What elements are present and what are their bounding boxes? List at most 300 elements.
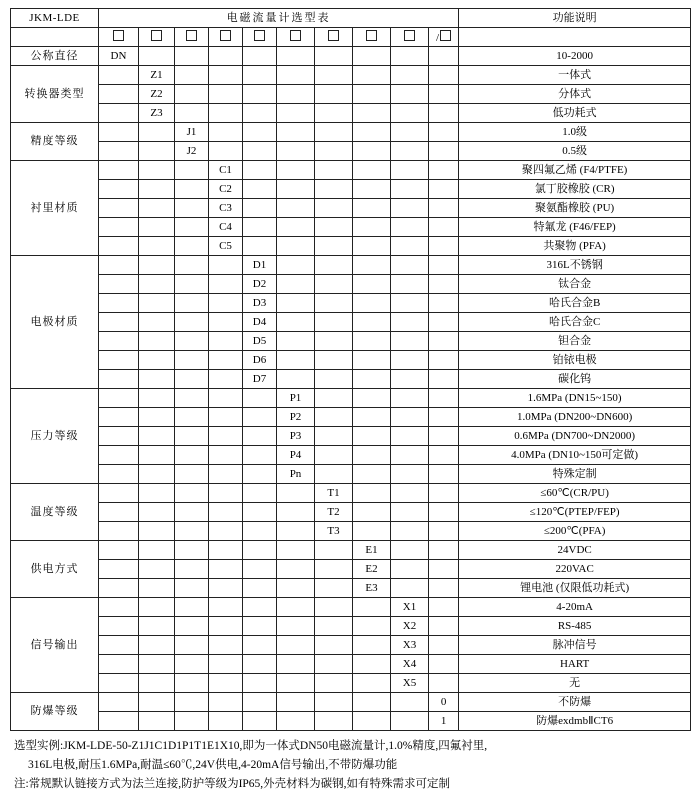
option-desc-cell: 聚氨酯橡胶 (PU) <box>459 199 691 218</box>
option-code-cell[interactable]: D6 <box>243 351 277 370</box>
spacer-cell <box>243 237 277 256</box>
option-desc-cell: RS-485 <box>459 617 691 636</box>
option-code-cell[interactable]: P3 <box>277 427 315 446</box>
spacer-cell <box>391 332 429 351</box>
row-label-6: 压力等级 <box>11 389 99 484</box>
option-code-cell[interactable]: D3 <box>243 294 277 313</box>
spacer-cell <box>175 465 209 484</box>
spacer-cell <box>353 161 391 180</box>
spacer-cell <box>209 541 243 560</box>
spacer-cell <box>353 598 391 617</box>
selection-checkbox-cell[interactable] <box>209 28 243 47</box>
spacer-cell <box>243 104 277 123</box>
spacer-cell <box>139 161 175 180</box>
model-blank-cell <box>11 28 99 47</box>
checkbox-icon[interactable] <box>290 30 301 41</box>
spacer-cell <box>315 579 353 598</box>
spacer-cell <box>175 579 209 598</box>
spacer-cell <box>139 218 175 237</box>
spacer-cell <box>99 161 139 180</box>
spacer-cell <box>139 370 175 389</box>
spacer-cell <box>243 218 277 237</box>
spacer-cell <box>277 579 315 598</box>
spacer-cell <box>315 256 353 275</box>
option-code-cell[interactable]: 1 <box>429 712 459 731</box>
spacer-cell <box>315 351 353 370</box>
option-code-cell[interactable]: Z3 <box>139 104 175 123</box>
spacer-cell <box>209 522 243 541</box>
option-desc-cell: 分体式 <box>459 85 691 104</box>
spacer-cell <box>429 617 459 636</box>
spacer-cell <box>315 693 353 712</box>
spacer-cell <box>209 655 243 674</box>
spacer-cell <box>429 104 459 123</box>
spacer-cell <box>139 427 175 446</box>
spacer-cell <box>315 636 353 655</box>
table-row <box>11 674 691 693</box>
table-header-row <box>11 9 691 28</box>
spacer-cell <box>139 617 175 636</box>
table-row <box>11 161 691 180</box>
checkbox-icon[interactable] <box>151 30 162 41</box>
selection-checkbox-cell[interactable] <box>391 28 429 47</box>
spacer-cell <box>429 503 459 522</box>
table-row <box>11 313 691 332</box>
spacer-cell <box>391 256 429 275</box>
spacer-cell <box>429 427 459 446</box>
table-row <box>11 218 691 237</box>
spacer-cell <box>277 655 315 674</box>
option-desc-cell: 碳化钨 <box>459 370 691 389</box>
model-code-cell: JKM-LDE <box>11 9 99 28</box>
table-row <box>11 389 691 408</box>
spacer-cell <box>175 275 209 294</box>
spacer-cell <box>429 123 459 142</box>
option-desc-cell: 特氟龙 (F46/FEP) <box>459 218 691 237</box>
checkbox-icon[interactable] <box>404 30 415 41</box>
selection-checkbox-cell[interactable] <box>243 28 277 47</box>
option-code-cell[interactable]: T3 <box>315 522 353 541</box>
option-code-cell[interactable]: P2 <box>277 408 315 427</box>
option-code-cell[interactable]: D2 <box>243 275 277 294</box>
option-desc-cell: 聚四氟乙烯 (F4/PTFE) <box>459 161 691 180</box>
spacer-cell <box>429 161 459 180</box>
option-desc-cell: 共聚物 (PFA) <box>459 237 691 256</box>
spacer-cell <box>353 351 391 370</box>
spacer-cell <box>277 712 315 731</box>
spacer-cell <box>243 484 277 503</box>
spacer-cell <box>353 636 391 655</box>
option-code-cell[interactable]: Z1 <box>139 66 175 85</box>
spacer-cell <box>315 465 353 484</box>
spacer-cell <box>277 294 315 313</box>
spacer-cell <box>209 142 243 161</box>
spacer-cell <box>353 484 391 503</box>
spacer-cell <box>277 66 315 85</box>
spacer-cell <box>209 370 243 389</box>
option-code-cell[interactable]: D5 <box>243 332 277 351</box>
spacer-cell <box>391 237 429 256</box>
option-desc-cell: 1.0MPa (DN200~DN600) <box>459 408 691 427</box>
spacer-cell <box>315 123 353 142</box>
slash-checkbox-cell[interactable] <box>429 28 459 47</box>
spacer-cell <box>277 503 315 522</box>
spacer-cell <box>429 579 459 598</box>
option-code-cell[interactable]: X4 <box>391 655 429 674</box>
spacer-cell <box>315 180 353 199</box>
spacer-cell <box>353 47 391 66</box>
table-row <box>11 408 691 427</box>
spacer-cell <box>243 522 277 541</box>
spacer-cell <box>277 161 315 180</box>
note-example-line2: 316L电极,耐压1.6MPa,耐温≤60℃,24V供电,4-20mA信号输出,不带防爆功能 <box>28 758 398 771</box>
spacer-cell <box>315 104 353 123</box>
spacer-cell <box>353 332 391 351</box>
spacer-cell <box>243 579 277 598</box>
spacer-cell <box>353 275 391 294</box>
checkbox-icon[interactable] <box>186 30 197 41</box>
option-code-cell[interactable]: X3 <box>391 636 429 655</box>
spacer-cell <box>391 123 429 142</box>
option-desc-cell: 特殊定制 <box>459 465 691 484</box>
spacer-cell <box>429 446 459 465</box>
spacer-cell <box>209 712 243 731</box>
spacer-cell <box>139 674 175 693</box>
option-code-cell[interactable]: C1 <box>209 161 243 180</box>
spacer-cell <box>315 541 353 560</box>
spacer-cell <box>277 199 315 218</box>
spacer-cell <box>391 446 429 465</box>
spacer-cell <box>353 389 391 408</box>
option-desc-cell: 0.6MPa (DN700~DN2000) <box>459 427 691 446</box>
option-code-cell[interactable]: DN <box>99 47 139 66</box>
spacer-cell <box>99 275 139 294</box>
spacer-cell <box>243 636 277 655</box>
option-code-cell[interactable]: X5 <box>391 674 429 693</box>
spacer-cell <box>99 237 139 256</box>
spacer-cell <box>99 313 139 332</box>
spacer-cell <box>139 522 175 541</box>
spacer-cell <box>209 389 243 408</box>
option-code-cell[interactable]: C2 <box>209 180 243 199</box>
checkbox-icon[interactable] <box>366 30 377 41</box>
spacer-cell <box>139 655 175 674</box>
table-row <box>11 598 691 617</box>
selection-table <box>10 8 691 731</box>
row-label-5: 电极材质 <box>11 256 99 389</box>
spacer-cell <box>277 237 315 256</box>
option-desc-cell: 4.0MPa (DN10~150可定做) <box>459 446 691 465</box>
row-label-3: 精度等级 <box>11 123 99 161</box>
spacer-cell <box>139 560 175 579</box>
spacer-cell <box>243 617 277 636</box>
spacer-cell <box>391 66 429 85</box>
selection-checkbox-cell[interactable] <box>139 28 175 47</box>
spacer-cell <box>139 484 175 503</box>
spacer-cell <box>391 370 429 389</box>
spacer-cell <box>315 199 353 218</box>
table-row <box>11 104 691 123</box>
spacer-cell <box>175 446 209 465</box>
spacer-cell <box>175 104 209 123</box>
spacer-cell <box>391 579 429 598</box>
option-code-cell[interactable]: C5 <box>209 237 243 256</box>
spacer-cell <box>139 180 175 199</box>
spacer-cell <box>209 123 243 142</box>
function-header-cell: 功能说明 <box>459 9 691 28</box>
spacer-cell <box>99 294 139 313</box>
spacer-cell <box>315 332 353 351</box>
checkbox-icon[interactable] <box>328 30 339 41</box>
spacer-cell <box>315 161 353 180</box>
spacer-cell <box>277 636 315 655</box>
spacer-cell <box>315 275 353 294</box>
spacer-cell <box>99 218 139 237</box>
table-row <box>11 636 691 655</box>
spacer-cell <box>99 598 139 617</box>
spacer-cell <box>139 199 175 218</box>
spacer-cell <box>209 560 243 579</box>
option-desc-cell: 锂电池 (仅限低功耗式) <box>459 579 691 598</box>
spacer-cell <box>429 332 459 351</box>
spacer-cell <box>277 541 315 560</box>
spacer-cell <box>391 218 429 237</box>
option-code-cell[interactable]: C4 <box>209 218 243 237</box>
checkbox-icon[interactable] <box>254 30 265 41</box>
spacer-cell <box>353 199 391 218</box>
table-row <box>11 617 691 636</box>
spacer-cell <box>209 674 243 693</box>
spacer-cell <box>175 370 209 389</box>
option-code-cell[interactable]: D7 <box>243 370 277 389</box>
spacer-cell <box>353 66 391 85</box>
spacer-cell <box>315 142 353 161</box>
spacer-cell <box>391 275 429 294</box>
spacer-cell <box>353 408 391 427</box>
selection-checkbox-cell[interactable] <box>277 28 315 47</box>
spacer-cell <box>175 541 209 560</box>
spacer-cell <box>277 85 315 104</box>
option-desc-cell: 低功耗式 <box>459 104 691 123</box>
option-desc-cell: 0.5级 <box>459 142 691 161</box>
spacer-cell <box>209 85 243 104</box>
spacer-cell <box>429 370 459 389</box>
spacer-cell <box>99 522 139 541</box>
spacer-cell <box>99 541 139 560</box>
spacer-cell <box>175 313 209 332</box>
spacer-cell <box>353 104 391 123</box>
option-desc-cell: 一体式 <box>459 66 691 85</box>
table-row <box>11 256 691 275</box>
spacer-cell <box>391 199 429 218</box>
spacer-cell <box>277 180 315 199</box>
spacer-cell <box>277 598 315 617</box>
option-code-cell[interactable]: 0 <box>429 693 459 712</box>
spacer-cell <box>353 237 391 256</box>
spacer-cell <box>139 351 175 370</box>
spacer-cell <box>391 85 429 104</box>
table-row <box>11 712 691 731</box>
selection-checkbox-cell[interactable] <box>315 28 353 47</box>
spacer-cell <box>209 636 243 655</box>
spacer-cell <box>243 142 277 161</box>
spacer-cell <box>391 104 429 123</box>
option-code-cell[interactable]: C3 <box>209 199 243 218</box>
option-desc-cell: ≤200℃(PFA) <box>459 522 691 541</box>
spacer-cell <box>353 655 391 674</box>
spacer-cell <box>315 617 353 636</box>
checkbox-row <box>11 28 691 47</box>
option-code-cell[interactable]: P4 <box>277 446 315 465</box>
option-desc-cell: 1.6MPa (DN15~150) <box>459 389 691 408</box>
spacer-cell <box>175 332 209 351</box>
spacer-cell <box>209 313 243 332</box>
option-desc-cell: 4-20mA <box>459 598 691 617</box>
row-label-10: 防爆等级 <box>11 693 99 731</box>
table-row <box>11 427 691 446</box>
spacer-cell <box>429 655 459 674</box>
spacer-cell <box>139 313 175 332</box>
spacer-cell <box>277 47 315 66</box>
table-row <box>11 503 691 522</box>
spacer-cell <box>99 712 139 731</box>
spacer-cell <box>209 66 243 85</box>
option-desc-cell: 无 <box>459 674 691 693</box>
spacer-cell <box>175 256 209 275</box>
spacer-cell <box>99 636 139 655</box>
spacer-cell <box>277 484 315 503</box>
spacer-cell <box>391 313 429 332</box>
spacer-cell <box>315 85 353 104</box>
spacer-cell <box>175 617 209 636</box>
option-code-cell[interactable]: X1 <box>391 598 429 617</box>
selection-checkbox-cell[interactable] <box>353 28 391 47</box>
option-desc-cell: HART <box>459 655 691 674</box>
spacer-cell <box>315 313 353 332</box>
table-row <box>11 446 691 465</box>
spacer-cell <box>209 465 243 484</box>
spacer-cell <box>209 408 243 427</box>
spacer-cell <box>277 693 315 712</box>
spacer-cell <box>243 408 277 427</box>
spacer-cell <box>99 199 139 218</box>
slash-separator: / <box>436 31 440 44</box>
spacer-cell <box>429 465 459 484</box>
spacer-cell <box>209 351 243 370</box>
spacer-cell <box>315 237 353 256</box>
spacer-cell <box>429 275 459 294</box>
spacer-cell <box>353 693 391 712</box>
option-code-cell[interactable]: X2 <box>391 617 429 636</box>
spacer-cell <box>315 655 353 674</box>
spacer-cell <box>391 484 429 503</box>
spacer-cell <box>175 199 209 218</box>
spacer-cell <box>99 693 139 712</box>
option-code-cell[interactable]: T2 <box>315 503 353 522</box>
spacer-cell <box>209 47 243 66</box>
selection-checkbox-cell[interactable] <box>175 28 209 47</box>
spacer-cell <box>391 560 429 579</box>
spacer-cell <box>315 389 353 408</box>
option-code-cell[interactable]: Pn <box>277 465 315 484</box>
option-code-cell[interactable]: J1 <box>175 123 209 142</box>
spacer-cell <box>353 617 391 636</box>
checkbox-icon[interactable] <box>113 30 124 41</box>
option-code-cell[interactable]: E1 <box>353 541 391 560</box>
spacer-cell <box>429 484 459 503</box>
spacer-cell <box>353 180 391 199</box>
spacer-cell <box>175 655 209 674</box>
option-code-cell[interactable]: J2 <box>175 142 209 161</box>
option-code-cell[interactable]: E2 <box>353 560 391 579</box>
spacer-cell <box>243 123 277 142</box>
spacer-cell <box>99 66 139 85</box>
option-code-cell[interactable]: D1 <box>243 256 277 275</box>
option-code-cell[interactable]: D4 <box>243 313 277 332</box>
selection-checkbox-cell[interactable] <box>99 28 139 47</box>
table-row <box>11 522 691 541</box>
spacer-cell <box>315 370 353 389</box>
spacer-cell <box>209 294 243 313</box>
row-label-4: 衬里材质 <box>11 161 99 256</box>
spacer-cell <box>209 484 243 503</box>
table-row <box>11 199 691 218</box>
option-code-cell[interactable]: E3 <box>353 579 391 598</box>
row-label-9: 信号输出 <box>11 598 99 693</box>
table-row <box>11 465 691 484</box>
spacer-cell <box>99 503 139 522</box>
spacer-cell <box>353 370 391 389</box>
spacer-cell <box>391 503 429 522</box>
spacer-cell <box>99 579 139 598</box>
spacer-cell <box>391 294 429 313</box>
spacer-cell <box>353 85 391 104</box>
option-desc-cell: 10-2000 <box>459 47 691 66</box>
table-row <box>11 237 691 256</box>
row-label-1: 公称直径 <box>11 47 99 66</box>
checkbox-icon[interactable] <box>220 30 231 41</box>
spacer-cell <box>99 370 139 389</box>
spacer-cell <box>315 598 353 617</box>
spacer-cell <box>277 313 315 332</box>
spacer-cell <box>429 674 459 693</box>
spacer-cell <box>139 636 175 655</box>
spacer-cell <box>429 47 459 66</box>
spacer-cell <box>353 674 391 693</box>
spacer-cell <box>353 712 391 731</box>
table-row <box>11 484 691 503</box>
spacer-cell <box>99 123 139 142</box>
option-desc-cell: 不防爆 <box>459 693 691 712</box>
table-row <box>11 294 691 313</box>
table-row <box>11 579 691 598</box>
option-code-cell[interactable]: P1 <box>277 389 315 408</box>
spacer-cell <box>353 142 391 161</box>
spacer-cell <box>277 123 315 142</box>
spacer-cell <box>99 104 139 123</box>
spacer-cell <box>315 66 353 85</box>
spacer-cell <box>209 503 243 522</box>
spacer-cell <box>391 408 429 427</box>
spacer-cell <box>175 351 209 370</box>
option-code-cell[interactable]: T1 <box>315 484 353 503</box>
spacer-cell <box>243 598 277 617</box>
spacer-cell <box>391 712 429 731</box>
option-code-cell[interactable]: Z2 <box>139 85 175 104</box>
spacer-cell <box>99 256 139 275</box>
checkbox-icon[interactable] <box>440 30 451 41</box>
table-row <box>11 85 691 104</box>
